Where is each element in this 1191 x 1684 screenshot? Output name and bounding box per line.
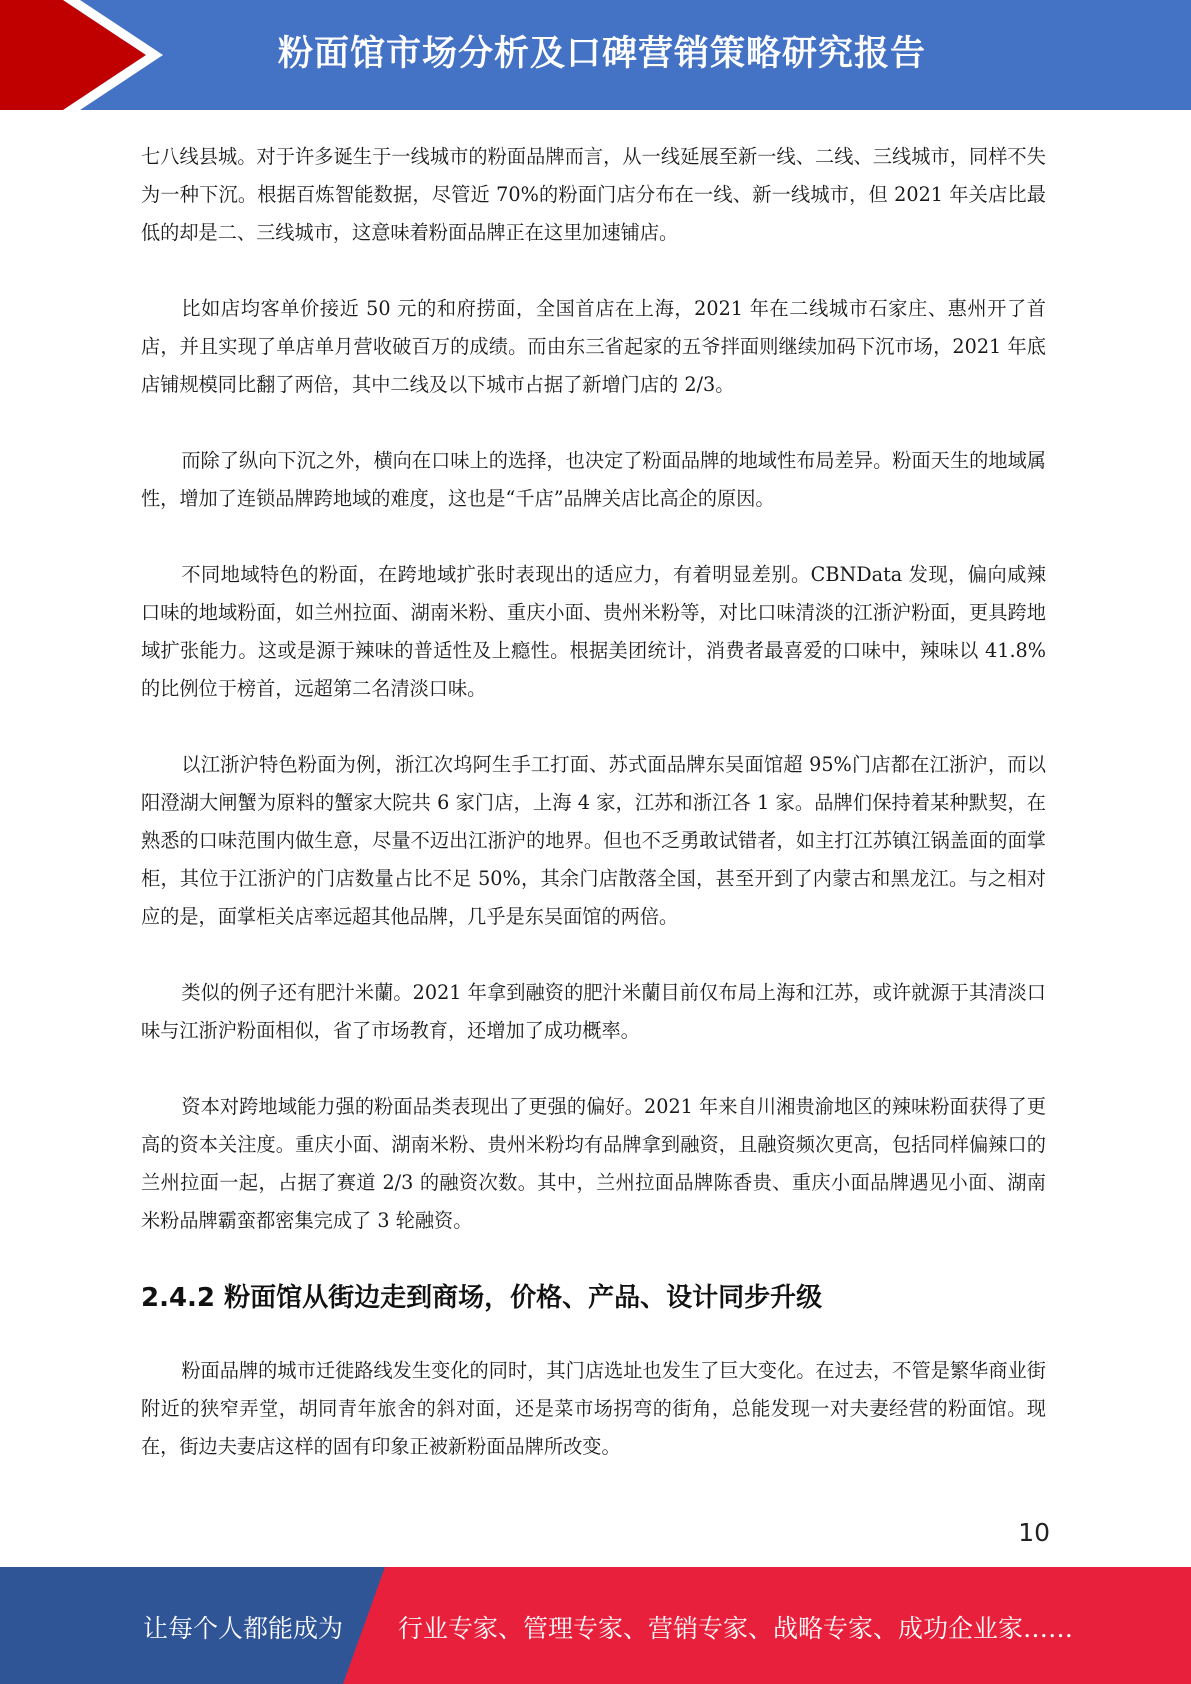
document-body bbox=[141, 138, 1046, 1504]
page-header-banner bbox=[0, 0, 1191, 110]
body-paragraph-5: 以江浙沪特色粉面为例，浙江次坞阿生手工打面、苏式面品牌东吴面馆超 95%门店都在江浙沪，而以阳澄湖大闸蟹为原料的蟹家大院共 6 家门店，上海 4 家，江苏和浙江各 1 家。品牌们保持着某种默契，在熟悉的口味范围内做生意，尽量不迈出江浙沪的地界。但也不乏勇敢试错者，如主打江苏镇江锅盖面的面掌柜，其位于江浙沪的门店数量占比不足 50%，其余门店散落全国，甚至开到了内蒙古和黑龙江。与之相对应的是，面掌柜关店率远超其他品牌，几乎是东吴面馆的两倍。 bbox=[141, 753, 1046, 928]
page-number: 10 bbox=[1018, 1518, 1050, 1547]
section-heading: 2.4.2 粉面馆从街边走到商场，价格、产品、设计同步升级 bbox=[141, 1283, 823, 1313]
report-title: 粉面馆市场分析及口碑营销策略研究报告 bbox=[278, 34, 927, 74]
body-paragraph-1: 七八线县城。对于许多诞生于一线城市的粉面品牌而言，从一线延展至新一线、二线、三线城市，同样不失为一种下沉。根据百炼智能数据，尽管近 70%的粉面门店分布在一线、新一线城市，但 2021 年关店比最低的却是二、三线城市，这意味着粉面品牌正在这里加速铺店。 bbox=[141, 145, 1046, 244]
footer-slogan-right: 行业专家、管理专家、营销专家、战略专家、成功企业家…… bbox=[398, 1614, 1074, 1643]
body-paragraph-3: 而除了纵向下沉之外，横向在口味上的选择，也决定了粉面品牌的地域性布局差异。粉面天生的地域属性，增加了连锁品牌跨地域的难度，这也是“千店”品牌关店比高企的原因。 bbox=[141, 449, 1046, 510]
page-footer-banner bbox=[0, 1567, 1191, 1684]
body-paragraph-closing: 粉面品牌的城市迁徙路线发生变化的同时，其门店选址也发生了巨大变化。在过去，不管是繁华商业街附近的狭窄弄堂，胡同青年旅舍的斜对面，还是菜市场拐弯的街角，总能发现一对夫妻经营的粉面馆。现在，街边夫妻店这样的固有印象正被新粉面品牌所改变。 bbox=[141, 1359, 1046, 1458]
body-paragraph-2: 比如店均客单价接近 50 元的和府捞面，全国首店在上海，2021 年在二线城市石家庄、惠州开了首店，并且实现了单店单月营收破百万的成绩。而由东三省起家的五爷拌面则继续加码下沉市场，2021 年底店铺规模同比翻了两倍，其中二线及以下城市占据了新增门店的 2/3。 bbox=[141, 297, 1046, 396]
footer-slogan-left: 让每个人都能成为 bbox=[143, 1614, 344, 1643]
body-paragraph-4: 不同地域特色的粉面，在跨地域扩张时表现出的适应力，有着明显差别。CBNData 发现，偏向咸辣口味的地域粉面，如兰州拉面、湖南米粉、重庆小面、贵州米粉等，对比口味清淡的江浙沪粉面，更具跨地域扩张能力。这或是源于辣味的普适性及上瘾性。根据美团统计，消费者最喜爱的口味中，辣味以 41.8%的比例位于榜首，远超第二名清淡口味。 bbox=[141, 563, 1046, 700]
body-paragraph-7: 资本对跨地域能力强的粉面品类表现出了更强的偏好。2021 年来自川湘贵渝地区的辣味粉面获得了更高的资本关注度。重庆小面、湖南米粉、贵州米粉均有品牌拿到融资，且融资频次更高，包括同样偏辣口的兰州拉面一起，占据了赛道 2/3 的融资次数。其中，兰州拉面品牌陈香贵、重庆小面品牌遇见小面、湖南米粉品牌霸蛮都密集完成了 3 轮融资。 bbox=[141, 1095, 1046, 1232]
body-paragraph-6: 类似的例子还有肥汁米蘭。2021 年拿到融资的肥汁米蘭目前仅布局上海和江苏，或许就源于其清淡口味与江浙沪粉面相似，省了市场教育，还增加了成功概率。 bbox=[141, 981, 1046, 1042]
